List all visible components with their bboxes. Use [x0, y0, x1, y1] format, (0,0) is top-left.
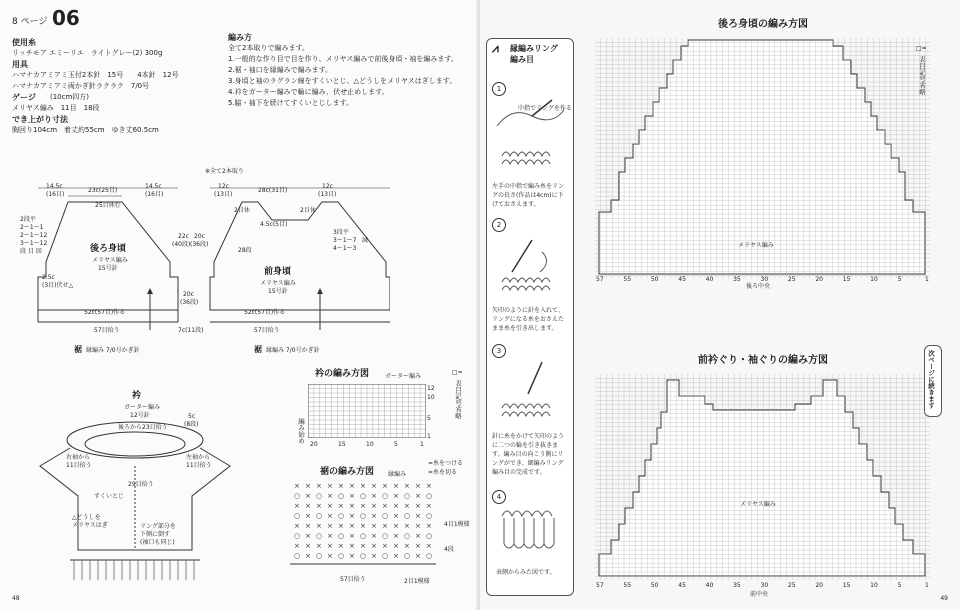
svg-text:○: ○: [404, 512, 411, 520]
svg-text:×: ×: [426, 522, 432, 530]
svg-text:×: ×: [349, 502, 355, 510]
svg-text:×: ×: [349, 522, 355, 530]
back-armhole-rows: (3目)伏せ△: [42, 282, 74, 289]
front-depth-rows: (36段): [190, 241, 209, 248]
back-side-rows: (40段): [172, 241, 191, 248]
svg-text:○: ○: [316, 492, 323, 500]
back-hem-label: 裾: [74, 345, 82, 354]
front-neck-top-r: 2目休: [300, 207, 316, 214]
svg-text:×: ×: [415, 482, 421, 490]
svg-text:×: ×: [338, 542, 344, 550]
front-width: 52c(57目)作る: [244, 309, 286, 316]
svg-text:×: ×: [305, 512, 311, 520]
svg-text:×: ×: [393, 522, 399, 530]
front-hem-label: 裾: [254, 345, 262, 354]
svg-text:×: ×: [393, 502, 399, 510]
svg-text:○: ○: [294, 492, 301, 500]
collar-row-12: 12: [427, 385, 435, 392]
svg-text:×: ×: [327, 542, 333, 550]
collar-graft-2: メリヤスはぎ: [72, 522, 108, 529]
back-body-needle: 15号針: [98, 265, 118, 272]
hem-cut-rows: 4段: [444, 546, 454, 553]
svg-text:×: ×: [371, 532, 377, 540]
front-body-title: 前身頃: [264, 267, 292, 277]
front-body-len: 20c: [183, 291, 194, 298]
tutorial-step-4-text: 表側からみた図です。: [496, 569, 556, 576]
svg-text:×: ×: [349, 492, 355, 500]
chart-x-label: 10: [870, 582, 878, 589]
gauge-value: メリヤス編み 11目 18段: [12, 104, 100, 112]
back-hem-text: 縁編み 7/0号かぎ針: [86, 347, 140, 354]
collar-col-1: 1: [420, 441, 424, 448]
front-depth: 20c: [194, 233, 205, 240]
svg-text:×: ×: [360, 482, 366, 490]
svg-text:×: ×: [305, 542, 311, 550]
svg-text:×: ×: [393, 512, 399, 520]
svg-text:×: ×: [305, 552, 311, 560]
svg-text:×: ×: [415, 552, 421, 560]
svg-text:○: ○: [316, 552, 323, 560]
svg-text:×: ×: [349, 482, 355, 490]
chart-x-label: 57: [596, 276, 604, 283]
front-body-needle: 15号針: [268, 288, 288, 295]
method-step-4: 4.衿をガーター編みで輪に編み、伏せ止めします。: [228, 88, 389, 96]
svg-text:×: ×: [404, 542, 410, 550]
collar-graft-1: △どうしを: [72, 514, 101, 521]
collar-join: すくいとじ: [94, 493, 125, 500]
chart-x-label: 55: [623, 276, 632, 283]
svg-text:○: ○: [382, 552, 389, 560]
chart-x-label: 40: [705, 276, 714, 283]
svg-text:×: ×: [393, 552, 399, 560]
method-intro: 全て2本取りで編みます。: [228, 44, 309, 52]
chart-x-label: 50: [650, 582, 659, 589]
front-body-len-rows: (36段): [180, 299, 199, 306]
svg-text:×: ×: [360, 542, 366, 550]
svg-text:×: ×: [371, 482, 377, 490]
back-neck: 23c(25目): [88, 187, 118, 194]
back-width: 52c(57目)作る: [84, 309, 126, 316]
collar-row-10: 10: [427, 394, 435, 401]
svg-text:×: ×: [393, 482, 399, 490]
svg-text:×: ×: [305, 532, 311, 540]
svg-text:×: ×: [371, 502, 377, 510]
back-top-count: 25目休む: [95, 202, 121, 209]
collar-col-5: 5: [394, 441, 398, 448]
svg-text:○: ○: [338, 532, 345, 540]
collar-chart-subtitle: ガーター編み: [385, 373, 422, 380]
back-body-title: 後ろ身頃: [90, 244, 127, 254]
collar-right-label: 5c: [188, 413, 196, 420]
svg-text:×: ×: [349, 512, 355, 520]
front-neck-dec-3: 4ー1ー3: [333, 245, 357, 252]
chart-x-label: 20: [815, 276, 823, 283]
front-neck: 28c(31目): [258, 187, 288, 194]
stitch-symbol-icon: ⩘: [492, 41, 499, 55]
svg-text:×: ×: [349, 552, 355, 560]
back-chart-stitch: メリヤス編み: [738, 242, 774, 249]
svg-text:×: ×: [415, 502, 421, 510]
chart-x-label: 50: [650, 276, 659, 283]
method-heading: 編み方: [228, 33, 252, 42]
hem-chart-subtitle: 縁編み: [388, 471, 407, 478]
tutorial-step-1-text: 左手の中指で編み糸をリングの長さ(作品は4cm)に下げておさえます。: [492, 183, 565, 208]
chart-x-label: 15: [842, 276, 851, 283]
collar-ring-2: 下側に倒す: [140, 531, 171, 538]
svg-text:×: ×: [294, 502, 300, 510]
front-cast-on: 57目拾う: [254, 327, 280, 334]
chart-x-label: 35: [733, 582, 741, 589]
svg-text:×: ×: [415, 512, 421, 520]
chart-x-label: 15: [842, 582, 851, 589]
svg-text:×: ×: [426, 482, 432, 490]
collar-back-pickup: 後ろから23目拾う: [118, 424, 168, 431]
tools-heading: 用具: [12, 60, 28, 69]
collar-col-20: 20: [310, 441, 318, 448]
svg-text:×: ×: [327, 492, 333, 500]
chart-x-label: 5: [897, 276, 902, 283]
back-raglan-1: 2段平: [20, 216, 36, 223]
hem-chart-symbols: [288, 478, 438, 578]
back-side-len: 22c: [178, 233, 189, 240]
collar-needle: 12号針: [130, 412, 150, 419]
front-chart-center: 前中央: [750, 591, 769, 598]
right-page-number: 49: [940, 595, 948, 602]
svg-text:×: ×: [316, 502, 322, 510]
page-prefix: 8 ページ: [12, 17, 48, 27]
front-neck-dec-2: 3ー1ー7: [333, 237, 357, 244]
front-neck-dec: 3段平: [333, 229, 349, 236]
svg-text:×: ×: [327, 552, 333, 560]
size-heading: でき上がり寸法: [12, 115, 68, 124]
method-step-2: 2.裾・袖口を縁編みで編みます。: [228, 66, 333, 74]
back-raglan-3: 2ー1ー12: [20, 232, 48, 239]
collar-legend-2: 表目記号省略: [454, 380, 462, 419]
svg-text:×: ×: [327, 512, 333, 520]
front-chart-title: 前衿ぐり・袖ぐりの編み方図: [698, 355, 828, 366]
svg-text:×: ×: [294, 482, 300, 490]
back-shoulder-r: 14.5c: [145, 183, 162, 190]
collar-side-l2: 11目拾う: [66, 462, 92, 469]
collar-row-5: 5: [427, 415, 431, 422]
tutorial-step-4-num: 4: [492, 490, 506, 504]
svg-text:×: ×: [360, 522, 366, 530]
svg-text:×: ×: [426, 502, 432, 510]
front-sleeve-r-rows: (13目): [318, 191, 337, 198]
chart-x-label: 1: [925, 582, 929, 589]
front-hem-len: 7c(11段): [178, 327, 204, 334]
chart-x-label: 5: [897, 582, 902, 589]
svg-text:×: ×: [404, 482, 410, 490]
svg-text:×: ×: [371, 552, 377, 560]
gauge-unit: (10cm四方): [50, 93, 90, 101]
collar-side-l: 右袖から: [66, 454, 91, 461]
chart-x-label: 55: [623, 582, 632, 589]
side-legend-1: □=: [916, 45, 927, 52]
tutorial-step-2-num: 2: [492, 218, 506, 232]
front-sleeve-r: 12c: [322, 183, 333, 190]
svg-text:×: ×: [360, 502, 366, 510]
svg-text:×: ×: [305, 522, 311, 530]
front-sleeve-l-rows: (13目): [214, 191, 233, 198]
svg-text:○: ○: [404, 552, 411, 560]
svg-text:×: ×: [404, 522, 410, 530]
svg-text:○: ○: [360, 532, 367, 540]
svg-text:○: ○: [382, 492, 389, 500]
svg-text:○: ○: [404, 532, 411, 540]
tutorial-title-2: 編み目: [510, 55, 534, 64]
svg-text:×: ×: [338, 502, 344, 510]
svg-text:○: ○: [338, 492, 345, 500]
back-shoulder-r-rows: (16目): [145, 191, 164, 198]
back-body-stitch: メリヤス編み: [92, 257, 128, 264]
svg-text:×: ×: [316, 482, 322, 490]
collar-side-r: 左袖から: [186, 454, 211, 461]
svg-text:×: ×: [371, 512, 377, 520]
chart-x-label: 25: [787, 276, 796, 283]
back-raglan-5: 段 目 回: [20, 248, 42, 255]
svg-text:×: ×: [305, 502, 311, 510]
svg-text:×: ×: [305, 482, 311, 490]
svg-text:×: ×: [338, 522, 344, 530]
collar-ring-1: リング部分を: [140, 523, 176, 530]
tutorial-step-2-illustration: [492, 232, 568, 302]
collar-right-rows: (8段): [184, 421, 199, 428]
svg-text:×: ×: [349, 542, 355, 550]
svg-text:×: ×: [316, 522, 322, 530]
svg-text:○: ○: [294, 512, 301, 520]
front-neck-top: 2目休: [234, 207, 250, 214]
back-raglan-4: 3ー1ー12: [20, 240, 48, 247]
svg-text:○: ○: [426, 492, 433, 500]
front-chart-stitch: メリヤス編み: [740, 501, 776, 508]
svg-text:×: ×: [327, 522, 333, 530]
hem-legend-attach: =糸をつける: [428, 460, 464, 467]
materials-heading: 使用糸: [12, 38, 36, 47]
back-shoulder-l: 14.5c: [46, 183, 63, 190]
svg-text:○: ○: [316, 512, 323, 520]
svg-text:×: ×: [294, 522, 300, 530]
back-chart-center: 後ろ中央: [746, 283, 771, 290]
svg-text:×: ×: [294, 542, 300, 550]
front-sleeve-l: 12c: [218, 183, 229, 190]
pattern-number: 06: [52, 6, 80, 30]
left-page-number: 48: [12, 595, 20, 602]
back-chart-title: 後ろ身頃の編み方図: [718, 19, 808, 30]
front-body-diagram: [200, 180, 390, 350]
svg-text:×: ×: [415, 522, 421, 530]
collar-stitch: ガーター編み: [124, 404, 161, 411]
hem-chart-title: 裾の編み方図: [320, 467, 375, 477]
side-legend-2: 表目記号省略: [918, 56, 926, 95]
hem-repeat: 4目1模様: [444, 521, 470, 528]
svg-text:×: ×: [426, 542, 432, 550]
svg-text:○: ○: [294, 532, 301, 540]
svg-text:×: ×: [415, 492, 421, 500]
tools-line2: ハマナカアミアミ両かぎ針ラクラク 7/0号: [12, 82, 150, 90]
collar-title: 衿: [132, 391, 142, 401]
collar-col-15: 15: [338, 441, 346, 448]
tutorial-step-2-text: 矢印のように針を入れて、リングになる糸をおさえたまま糸を引き出します。: [492, 307, 564, 332]
chart-x-label: 30: [760, 582, 769, 589]
collar-legend-1: □=: [452, 369, 463, 376]
tutorial-step-1-inset: 中指でリングを作る: [518, 105, 572, 112]
collar-ring-3: (袖口も同じ): [140, 539, 175, 546]
svg-text:○: ○: [294, 552, 301, 560]
svg-text:×: ×: [393, 532, 399, 540]
svg-text:○: ○: [360, 512, 367, 520]
chart-x-label: 45: [678, 276, 686, 283]
yarn-text: リッチモア エミーリエ ライトグレー(2) 300g: [12, 49, 163, 57]
front-hem-text: 縁編み 7/0号かぎ針: [266, 347, 320, 354]
svg-text:×: ×: [316, 542, 322, 550]
back-armhole: 2.5c: [42, 274, 55, 281]
svg-text:×: ×: [415, 542, 421, 550]
front-chart-grid: [595, 374, 930, 580]
back-raglan-2: 2ー1ー1: [20, 224, 44, 231]
method-step-1: 1.一般的な作り目で目を作り、メリヤス編みで前後身頃・袖を編みます。: [228, 55, 458, 63]
method-step-5: 5.脇・袖下を続けてすくいとじします。: [228, 99, 354, 107]
collar-chart-title: 衿の編み方図: [315, 369, 370, 379]
chart-x-label: 10: [870, 276, 878, 283]
svg-text:×: ×: [382, 482, 388, 490]
svg-text:×: ×: [393, 492, 399, 500]
svg-text:○: ○: [426, 532, 433, 540]
svg-text:×: ×: [327, 532, 333, 540]
back-cast-on: 57目拾う: [94, 327, 120, 334]
svg-text:○: ○: [338, 512, 345, 520]
front-neck-rows: 28段: [238, 247, 252, 254]
svg-text:○: ○: [338, 552, 345, 560]
svg-text:×: ×: [371, 522, 377, 530]
hem-bottom-count: 57目拾う: [340, 576, 366, 583]
collar-side-r2: 11目拾う: [186, 462, 212, 469]
chart-x-label: 35: [733, 276, 741, 283]
chart-x-label: 1: [925, 276, 929, 283]
svg-text:○: ○: [426, 552, 433, 560]
chart-x-label: 57: [596, 582, 604, 589]
right-page: [480, 0, 960, 610]
collar-front-pickup: 29目拾う: [128, 481, 154, 488]
front-body-stitch: メリヤス編み: [260, 280, 296, 287]
svg-text:×: ×: [327, 502, 333, 510]
svg-text:×: ×: [382, 502, 388, 510]
svg-text:×: ×: [404, 502, 410, 510]
chart-x-label: 45: [678, 582, 686, 589]
svg-text:×: ×: [382, 542, 388, 550]
svg-text:×: ×: [393, 542, 399, 550]
svg-text:×: ×: [327, 482, 333, 490]
svg-text:○: ○: [404, 492, 411, 500]
svg-text:×: ×: [338, 482, 344, 490]
tutorial-title-1: 縁編みリング: [510, 44, 558, 53]
tutorial-step-3-illustration: [492, 358, 568, 428]
chart-x-label: 30: [760, 276, 769, 283]
tutorial-step-3-num: 3: [492, 344, 506, 358]
collar-chart-side: 編み始め: [297, 418, 305, 444]
svg-text:○: ○: [382, 532, 389, 540]
gauge-heading: ゲージ: [12, 93, 36, 102]
continue-note: 次ページに続きます: [927, 350, 935, 409]
chart-x-label: 25: [787, 582, 796, 589]
svg-text:○: ○: [382, 512, 389, 520]
chart-x-label: 20: [815, 582, 823, 589]
collar-row-1: 1: [427, 433, 431, 440]
collar-chart-grid: [308, 384, 426, 438]
front-neck-dec-label: 減: [362, 237, 369, 244]
svg-text:×: ×: [382, 522, 388, 530]
svg-text:×: ×: [349, 532, 355, 540]
svg-text:×: ×: [371, 492, 377, 500]
collar-col-10: 10: [366, 441, 374, 448]
svg-text:×: ×: [415, 532, 421, 540]
tools-line1: ハマナカアミアミ玉付2本針 15号 4本針 12号: [12, 71, 179, 79]
method-step-3: 3.身頃と袖のラグラン線をすくいとじ、△どうしをメリヤスはぎします。: [228, 77, 457, 85]
chart-x-label: 40: [705, 582, 714, 589]
tutorial-step-4-illustration: [492, 504, 568, 564]
size-value: 胸回り104cm 着丈約55cm ゆき丈60.5cm: [12, 126, 159, 134]
svg-text:○: ○: [316, 532, 323, 540]
back-shoulder-l-rows: (16目): [46, 191, 65, 198]
svg-text:○: ○: [360, 492, 367, 500]
svg-text:×: ×: [371, 542, 377, 550]
hem-pattern-unit: 2目1模様: [404, 578, 430, 585]
hem-legend-cut: =糸を切る: [428, 469, 458, 476]
svg-text:×: ×: [305, 492, 311, 500]
svg-text:○: ○: [426, 512, 433, 520]
tutorial-step-3-text: 針に糸をかけて矢印のように二つの輪を引き抜きます。編み目の向こう側にリングができ、細編みリング編み目の完成です。: [492, 433, 565, 476]
front-neck-width: 4.5c(5目): [260, 221, 288, 228]
all-2strand-note: ※全て2本取り: [205, 168, 244, 175]
tutorial-step-1-num: 1: [492, 82, 506, 96]
svg-text:○: ○: [360, 552, 367, 560]
